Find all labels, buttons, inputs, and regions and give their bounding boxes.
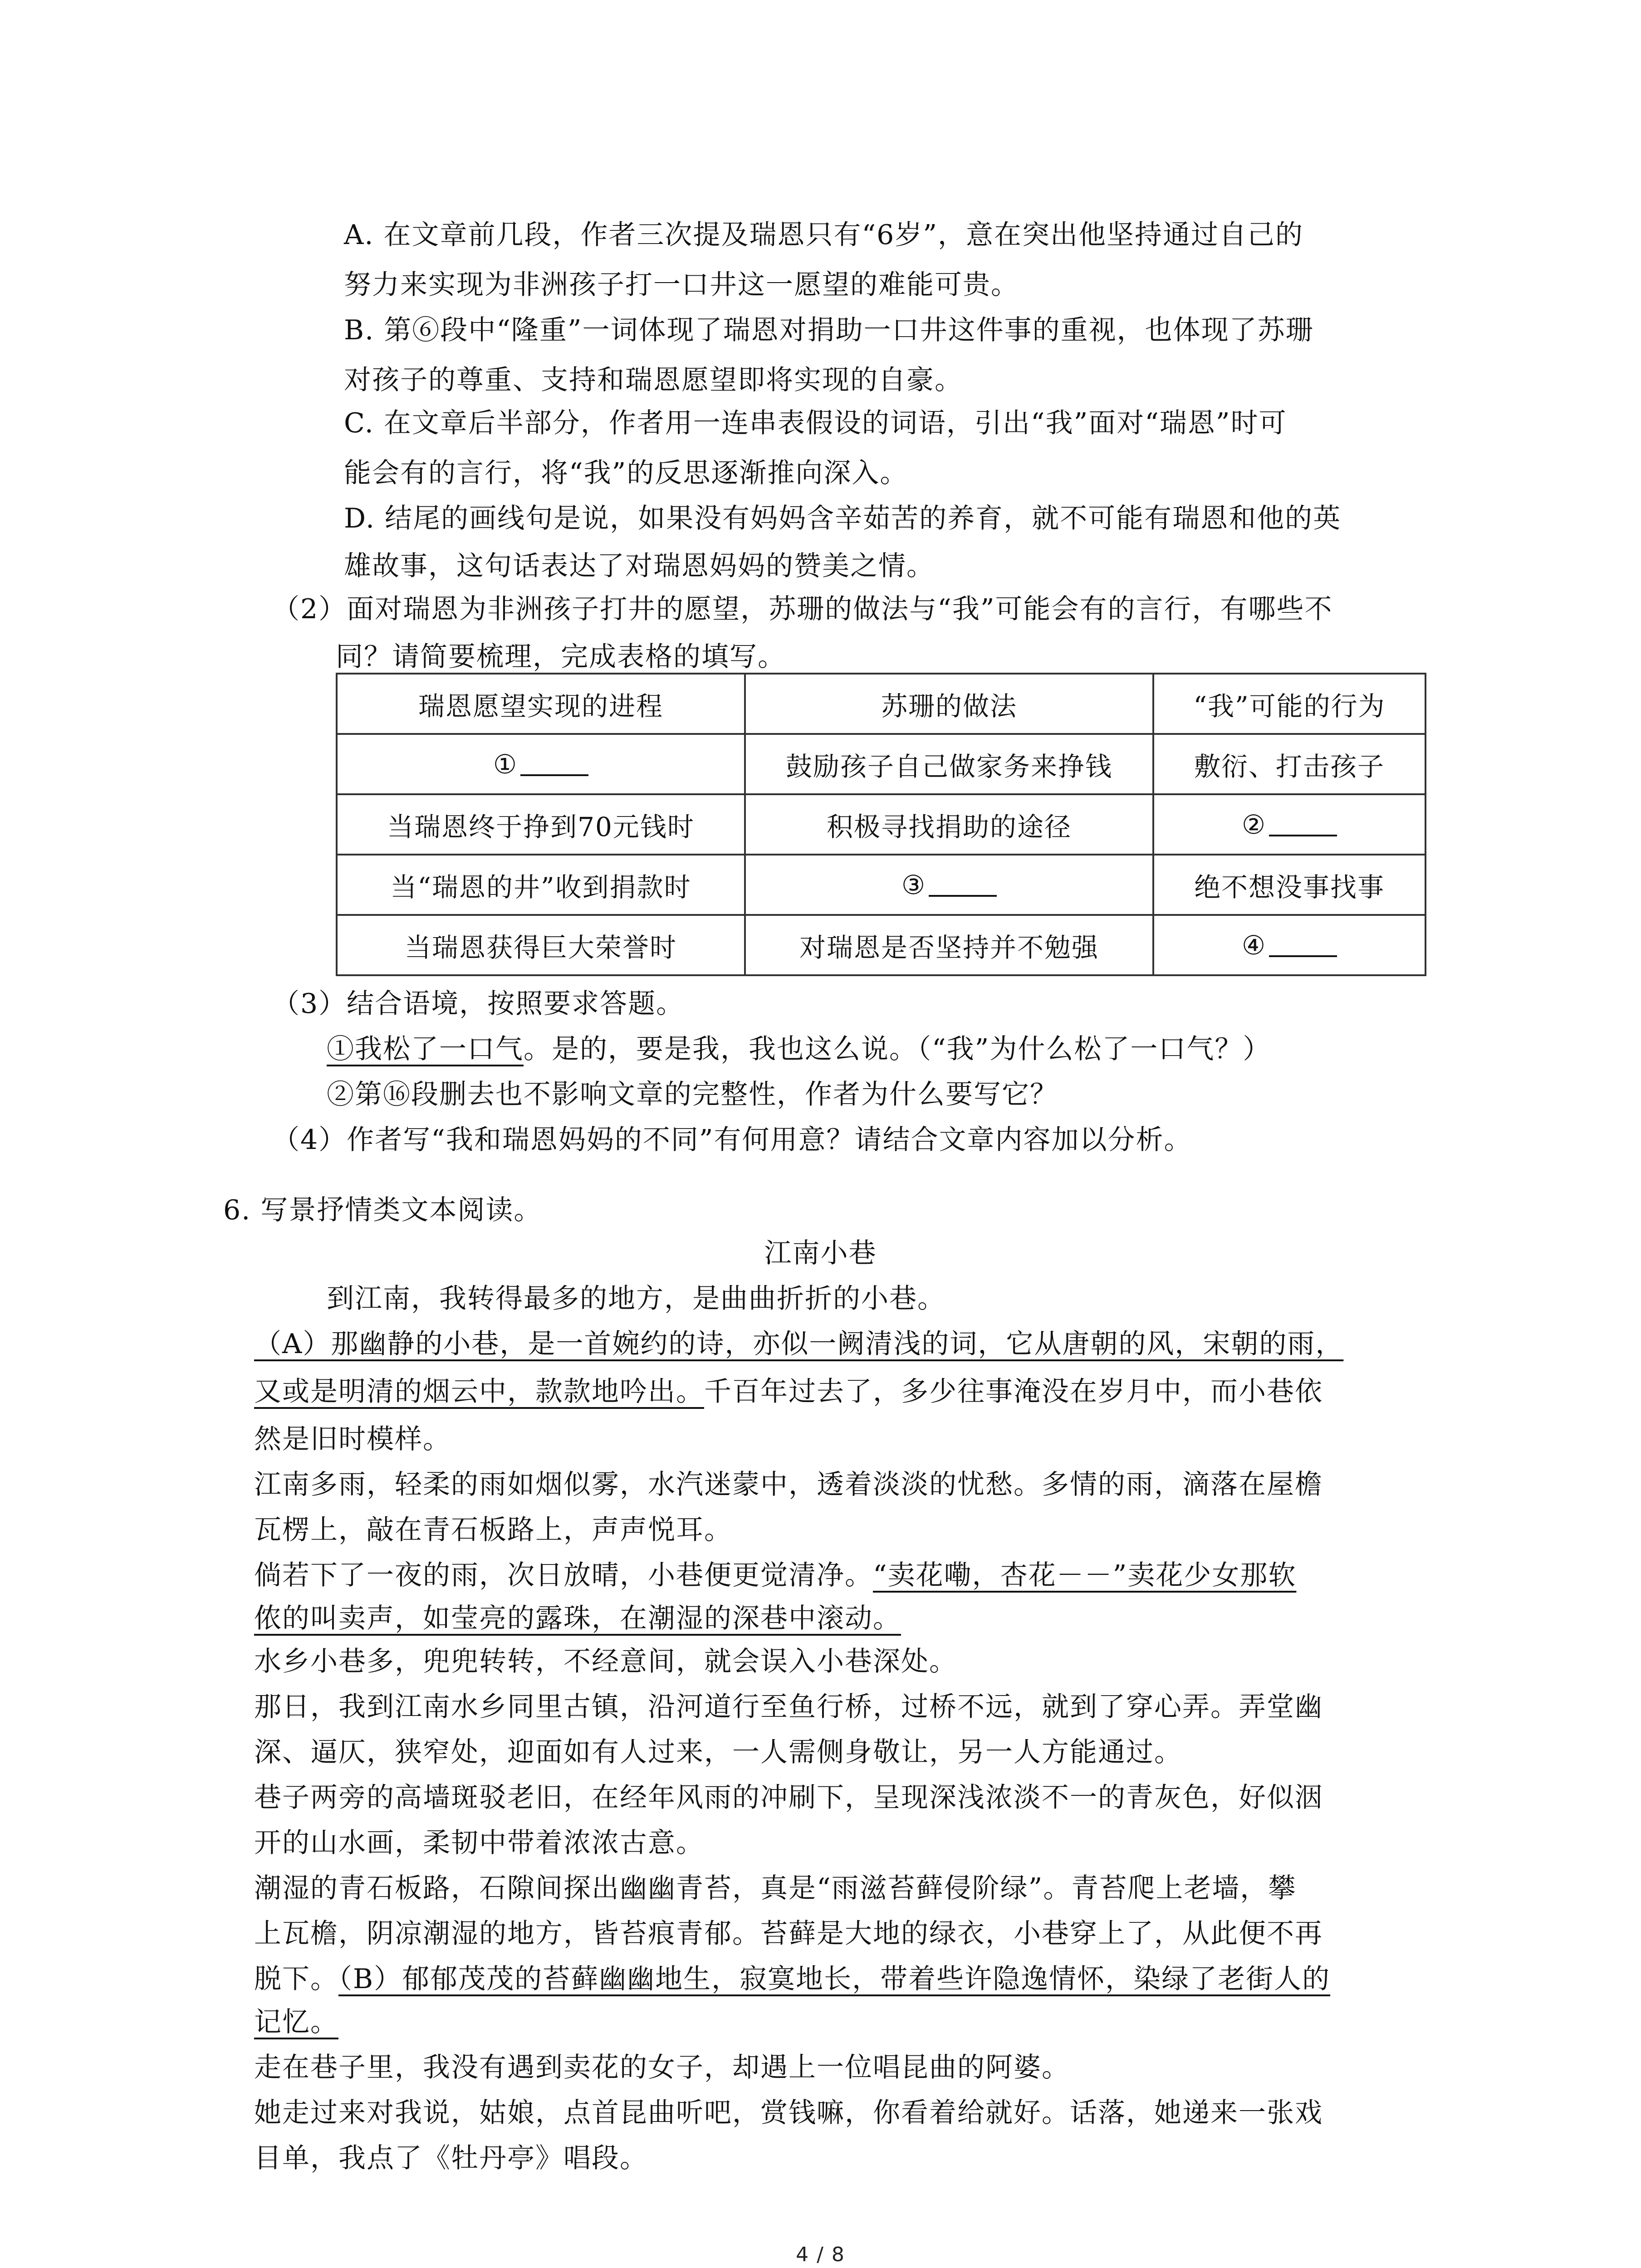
- table-cell: 当“瑞恩的井”收到捐款时: [337, 855, 745, 915]
- passage-paragraph: 然是旧时模样。: [254, 1423, 451, 1455]
- question-3-item1: ①我松了一口气。是的，要是我，我也这么说。（“我”为什么松了一口气？）: [327, 1033, 1271, 1065]
- question-3-item2: ②第⑯段删去也不影响文章的完整性，作者为什么要写它？: [327, 1079, 1058, 1110]
- progress-table: [336, 673, 1426, 976]
- passage-paragraph: 水乡小巷多，兜兜转转，不经意间，就会误入小巷深处。: [254, 1646, 957, 1677]
- option-d-line2: 雄故事，这句话表达了对瑞恩妈妈的赞美之情。: [344, 550, 935, 582]
- question-4: （4）作者写“我和瑞恩妈妈的不同”有何用意？请结合文章内容加以分析。: [272, 1124, 1192, 1156]
- option-b-line2: 对孩子的尊重、支持和瑞恩愿望即将实现的自豪。: [344, 364, 963, 396]
- page-number: 4 / 8: [796, 2243, 845, 2266]
- option-c-line1: C. 在文章后半部分，作者用一连串表假设的词语，引出“我”面对“瑞恩”时可: [344, 407, 1287, 439]
- table-row: [337, 794, 1425, 855]
- question-2-line1: （2）面对瑞恩为非洲孩子打井的愿望，苏珊的做法与“我”可能会有的言行，有哪些不: [272, 593, 1333, 625]
- answer-blank[interactable]: [1269, 812, 1337, 836]
- passage-paragraph: 倘若下了一夜的雨，次日放晴，小巷便更觉清净。“卖花嘞，杏花－－”卖花少女那软: [254, 1559, 1297, 1591]
- passage-underlined-sentence: 记忆。: [254, 2006, 338, 2038]
- table-cell: 当瑞恩获得巨大荣誉时: [337, 915, 745, 975]
- question-3-title: （3）结合语境，按照要求答题。: [272, 988, 685, 1020]
- option-a-line1: A. 在文章前几段，作者三次提及瑞恩只有“6岁”，意在突出他坚持通过自己的: [344, 219, 1303, 251]
- table-cell: 对瑞恩是否坚持并不勉强: [745, 915, 1153, 975]
- passage-paragraph: 走在巷子里，我没有遇到卖花的女子，却遇上一位唱昆曲的阿婆。: [254, 2052, 1070, 2083]
- passage-paragraph: 上瓦檐，阴凉潮湿的地方，皆苔痕青郁。苔藓是大地的绿衣，小巷穿上了，从此便不再: [254, 1918, 1323, 1950]
- option-b-line1: B. 第⑥段中“隆重”一词体现了瑞恩对捐助一口井这件事的重视，也体现了苏珊: [344, 314, 1314, 346]
- option-a-line2: 努力来实现为非洲孩子打一口井这一愿望的难能可贵。: [344, 269, 1019, 301]
- passage-paragraph: 潮湿的青石板路，石隙间探出幽幽青苔，真是“雨滋苔藓侵阶绿”。青苔爬上老墙，攀: [254, 1872, 1297, 1904]
- passage-paragraph: 江南多雨，轻柔的雨如烟似雾，水汽迷蒙中，透着淡淡的忧愁。多情的雨，滴落在屋檐: [254, 1469, 1323, 1501]
- passage-sentence-a: （A）那幽静的小巷，是一首婉约的诗，亦似一阙清浅的词，它从唐朝的风，宋朝的雨，: [254, 1328, 1344, 1360]
- table-row: [337, 734, 1425, 794]
- passage-paragraph: 巷子两旁的高墙斑驳老旧，在经年风雨的冲刷下，呈现深浅浓淡不一的青灰色，好似洇: [254, 1782, 1323, 1813]
- passage-paragraph: 深、逼仄，狭窄处，迎面如有人过来，一人需侧身敬让，另一人方能通过。: [254, 1736, 1182, 1768]
- passage-paragraph: 瓦楞上，敲在青石板路上，声声悦耳。: [254, 1514, 732, 1546]
- question-6-heading: 6. 写景抒情类文本阅读。: [223, 1194, 542, 1226]
- table-cell: ②: [1153, 794, 1425, 855]
- table-header: 苏珊的做法: [745, 674, 1153, 734]
- passage-paragraph: 目单，我点了《牡丹亭》唱段。: [254, 2142, 648, 2174]
- table-header-row: [337, 674, 1425, 734]
- passage-title: 江南小巷: [764, 1237, 877, 1269]
- passage-paragraph: 又或是明清的烟云中，款款地吟出。千百年过去了，多少往事淹没在岁月中，而小巷依: [254, 1376, 1323, 1408]
- passage-paragraph: 到江南，我转得最多的地方，是曲曲折折的小巷。: [327, 1283, 945, 1315]
- passage-paragraph: 她走过来对我说，姑娘，点首昆曲听吧，赏钱嘛，你看着给就好。话落，她递来一张戏: [254, 2097, 1323, 2129]
- passage-underlined-sentence: 侬的叫卖声，如莹亮的露珠，在潮湿的深巷中滚动。: [254, 1603, 901, 1634]
- table-cell: 绝不想没事找事: [1153, 855, 1425, 915]
- table-cell: 当瑞恩终于挣到70元钱时: [337, 794, 745, 855]
- table-cell: 敷衍、打击孩子: [1153, 734, 1425, 794]
- table-header: 瑞恩愿望实现的进程: [337, 674, 745, 734]
- table-cell: ①: [337, 734, 745, 794]
- table-cell: 积极寻找捐助的途径: [745, 794, 1153, 855]
- answer-blank[interactable]: [520, 752, 588, 776]
- table-cell: ③: [745, 855, 1153, 915]
- table-header: “我”可能的行为: [1153, 674, 1425, 734]
- option-d-line1: D. 结尾的画线句是说，如果没有妈妈含辛茹苦的养育，就不可能有瑞恩和他的英: [344, 503, 1342, 534]
- option-c-line2: 能会有的言行，将“我”的反思逐渐推向深入。: [344, 457, 908, 489]
- question-2-line2: 同？请简要梳理，完成表格的填写。: [336, 641, 786, 673]
- passage-paragraph: 脱下。（B）郁郁茂茂的苔藓幽幽地生，寂寞地长，带着些许隐逸情怀，染绿了老街人的: [254, 1963, 1331, 1995]
- answer-blank[interactable]: [929, 872, 997, 897]
- passage-paragraph: 开的山水画，柔韧中带着浓浓古意。: [254, 1827, 704, 1859]
- answer-blank[interactable]: [1269, 933, 1337, 957]
- passage-sentence-b: （B）郁郁茂茂的苔藓幽幽地生，寂寞地长，带着些许隐逸情怀，染绿了老街人的: [338, 1963, 1331, 1995]
- table-row: [337, 915, 1425, 975]
- table-cell: ④: [1153, 915, 1425, 975]
- table-cell: 鼓励孩子自己做家务来挣钱: [745, 734, 1153, 794]
- table-row: [337, 855, 1425, 915]
- passage-paragraph: 那日，我到江南水乡同里古镇，沿河道行至鱼行桥，过桥不远，就到了穿心弄。弄堂幽: [254, 1691, 1323, 1723]
